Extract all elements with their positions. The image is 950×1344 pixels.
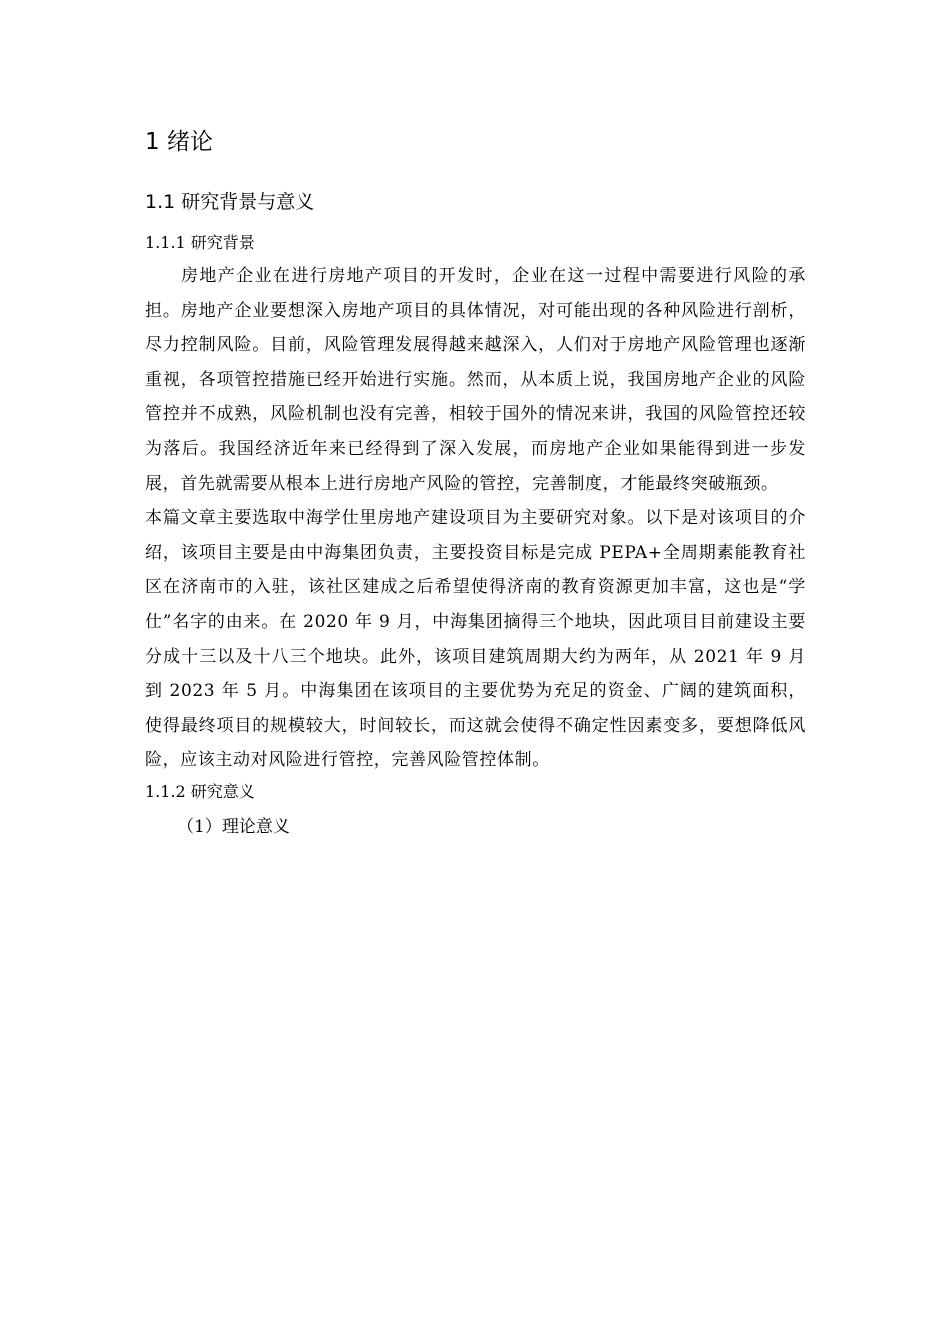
- subsection-title-significance: 1.1.2 研究意义: [145, 781, 255, 801]
- paragraph-background: 房地产企业在进行房地产项目的开发时，企业在这一过程中需要进行风险的承担。房地产企业要想深入房地产项目的具体情况，对可能出现的各种风险进行剖析，尽力控制风险。目前，风险管理发展得越来越深入，人们对于房地产风险管理也逐渐重视，各项管控措施已经开始进行实施。然而，从本质上说，我国房地产企业的风险管控并不成熟，风险机制也没有完善，相较于国外的情况来讲，我国的风险管控还较为落后。我国经济近年来已经得到了深入发展，而房地产企业如果能得到进一步发展，首先就需要从根本上进行房地产风险的管控，完善制度，才能最终突破瓶颈。: [145, 266, 806, 494]
- paragraph-project-intro: 本篇文章主要选取中海学仕里房地产建设项目为主要研究对象。以下是对该项目的介绍，该项目主要是由中海集团负责，主要投资目标是完成 PEPA+全周期素能教育社区在济南市的入驻，该社区建成之后希望使得济南的教育资源更加丰富，这也是“学仕”名字的由来。在 2020 年 9 月，中海集团摘得三个地块，因此项目目前建设主要分成十三以及十八三个地块。此外，该项目建筑周期大约为两年，从 2021 年 9 月到 2023 年 5 月。中海集团在该项目的主要优势为充足的资金、广阔的建筑面积，使得最终项目的规模较大，时间较长，而这就会使得不确定性因素变多，要想降低风险，应该主动对风险进行管控，完善风险管控体制。: [145, 508, 806, 771]
- item-theoretical-significance: （1）理论意义: [177, 816, 290, 837]
- subsection-title-background: 1.1.1 研究背景: [145, 233, 255, 252]
- page-content: [145, 124, 806, 840]
- chapter-title: 1 绪论: [145, 129, 213, 155]
- section-title: 1.1 研究背景与意义: [145, 191, 315, 213]
